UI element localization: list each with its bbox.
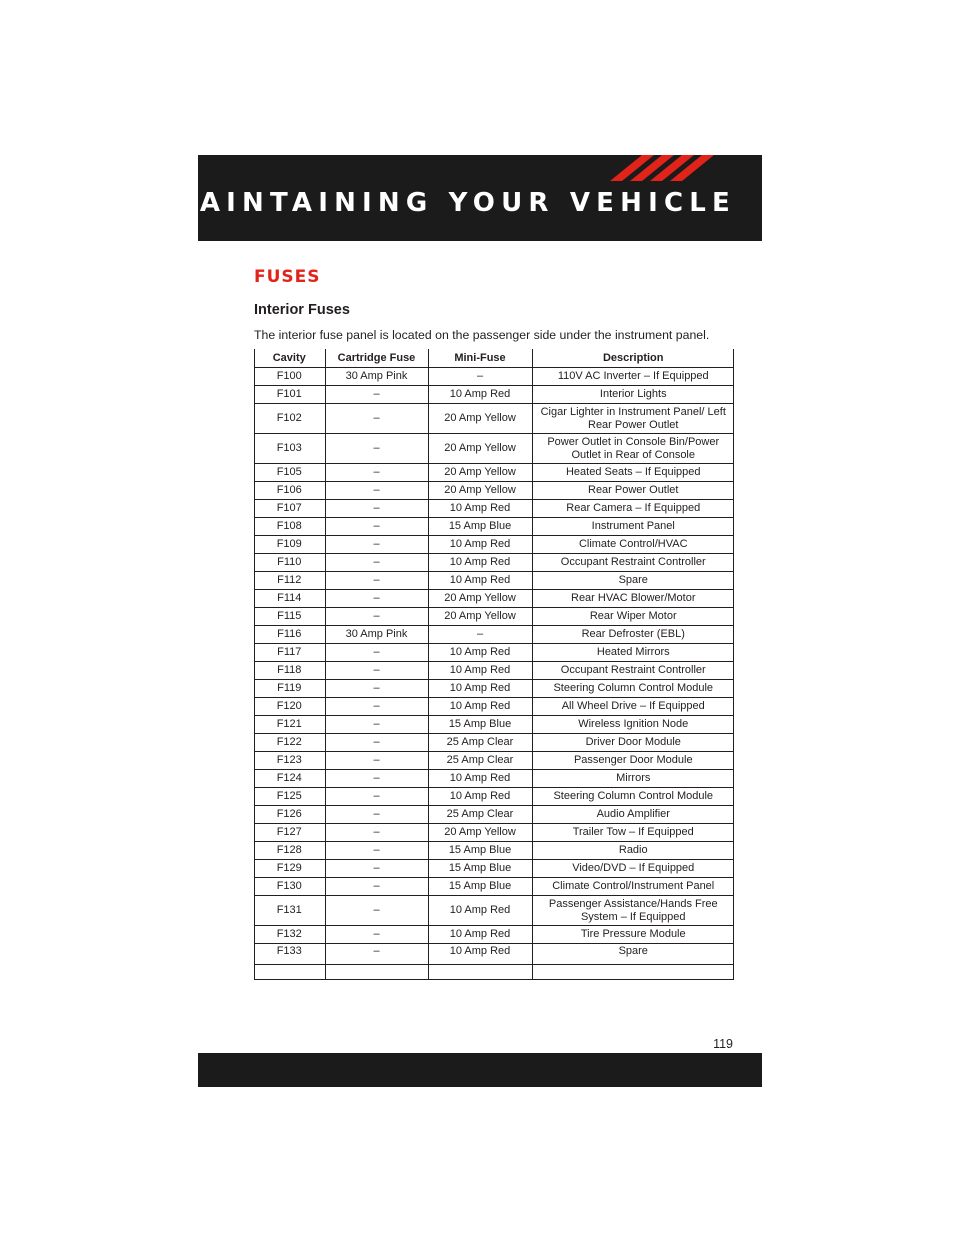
cell-mini-fuse: 10 Amp Red <box>428 500 532 518</box>
cell-description: Spare <box>532 944 734 965</box>
cell-mini-fuse: – <box>428 626 532 644</box>
cell-mini-fuse: 20 Amp Yellow <box>428 482 532 500</box>
cell-cavity: F124 <box>254 770 325 788</box>
cell-cavity: F103 <box>254 434 325 464</box>
column-header-cavity: Cavity <box>254 349 325 368</box>
cell-description: Driver Door Module <box>532 734 734 752</box>
cell-description: Power Outlet in Console Bin/Power Outlet in Rear of Console <box>532 434 734 464</box>
cell-mini-fuse: 20 Amp Yellow <box>428 464 532 482</box>
cell-cartridge-fuse: – <box>325 806 428 824</box>
cell-cartridge-fuse: – <box>325 752 428 770</box>
cell-cartridge-fuse: – <box>325 944 428 965</box>
cell-cartridge-fuse: – <box>325 698 428 716</box>
cell-description: Climate Control/HVAC <box>532 536 734 554</box>
table-row <box>254 368 734 386</box>
cell-mini-fuse: 25 Amp Clear <box>428 734 532 752</box>
cell-mini-fuse: 10 Amp Red <box>428 554 532 572</box>
cell-cavity: F130 <box>254 878 325 896</box>
table-header-row <box>254 349 734 368</box>
table-row <box>254 896 734 926</box>
table-row <box>254 572 734 590</box>
section-title: FUSES <box>254 267 321 287</box>
cell-description: Rear Wiper Motor <box>532 608 734 626</box>
cell-cartridge-fuse: – <box>325 572 428 590</box>
table-row <box>254 806 734 824</box>
table-row <box>254 482 734 500</box>
column-header-cartridge-fuse: Cartridge Fuse <box>325 349 428 368</box>
cell-cartridge-fuse: – <box>325 860 428 878</box>
empty-cell <box>254 965 325 980</box>
cell-description: Occupant Restraint Controller <box>532 554 734 572</box>
cell-mini-fuse: 20 Amp Yellow <box>428 404 532 434</box>
cell-cartridge-fuse: – <box>325 608 428 626</box>
cell-mini-fuse: 10 Amp Red <box>428 644 532 662</box>
cell-mini-fuse: 15 Amp Blue <box>428 878 532 896</box>
cell-cavity: F125 <box>254 788 325 806</box>
cell-description: Passenger Assistance/Hands Free System – If Equipped <box>532 896 734 926</box>
header-title: MAINTAINING YOUR VEHICLE <box>167 188 736 218</box>
cell-cavity: F133 <box>254 944 325 965</box>
cell-cartridge-fuse: – <box>325 386 428 404</box>
cell-mini-fuse: 25 Amp Clear <box>428 752 532 770</box>
cell-cavity: F110 <box>254 554 325 572</box>
table-row <box>254 878 734 896</box>
cell-description: Radio <box>532 842 734 860</box>
table-row <box>254 680 734 698</box>
cell-mini-fuse: 20 Amp Yellow <box>428 824 532 842</box>
cell-mini-fuse: – <box>428 368 532 386</box>
cell-mini-fuse: 15 Amp Blue <box>428 842 532 860</box>
cell-mini-fuse: 10 Amp Red <box>428 680 532 698</box>
cell-cavity: F119 <box>254 680 325 698</box>
cell-cartridge-fuse: – <box>325 734 428 752</box>
cell-cavity: F132 <box>254 926 325 944</box>
cell-cavity: F100 <box>254 368 325 386</box>
cell-cartridge-fuse: – <box>325 770 428 788</box>
cell-description: Rear Defroster (EBL) <box>532 626 734 644</box>
cell-cartridge-fuse: – <box>325 518 428 536</box>
cell-mini-fuse: 25 Amp Clear <box>428 806 532 824</box>
subsection-title: Interior Fuses <box>254 302 350 318</box>
column-header-description: Description <box>532 349 734 368</box>
cell-cartridge-fuse: – <box>325 716 428 734</box>
cell-description: Rear HVAC Blower/Motor <box>532 590 734 608</box>
cell-mini-fuse: 10 Amp Red <box>428 698 532 716</box>
cell-cavity: F128 <box>254 842 325 860</box>
cell-cartridge-fuse: – <box>325 842 428 860</box>
cell-cavity: F131 <box>254 896 325 926</box>
intro-paragraph: The interior fuse panel is located on the passenger side under the instrument panel. <box>254 328 710 342</box>
cell-description: Passenger Door Module <box>532 752 734 770</box>
table-row <box>254 716 734 734</box>
cell-cartridge-fuse: 30 Amp Pink <box>325 368 428 386</box>
table-row <box>254 842 734 860</box>
cell-cavity: F101 <box>254 386 325 404</box>
cell-description: Steering Column Control Module <box>532 788 734 806</box>
cell-cavity: F126 <box>254 806 325 824</box>
table-row <box>254 770 734 788</box>
table-row <box>254 860 734 878</box>
table-row <box>254 752 734 770</box>
cell-description: Rear Camera – If Equipped <box>532 500 734 518</box>
cell-cavity: F105 <box>254 464 325 482</box>
cell-mini-fuse: 20 Amp Yellow <box>428 590 532 608</box>
cell-mini-fuse: 10 Amp Red <box>428 896 532 926</box>
cell-mini-fuse: 10 Amp Red <box>428 788 532 806</box>
cell-description: Trailer Tow – If Equipped <box>532 824 734 842</box>
cell-cavity: F106 <box>254 482 325 500</box>
cell-mini-fuse: 10 Amp Red <box>428 662 532 680</box>
cell-cartridge-fuse: – <box>325 926 428 944</box>
cell-description: Heated Mirrors <box>532 644 734 662</box>
table-row <box>254 926 734 944</box>
cell-cavity: F108 <box>254 518 325 536</box>
cell-cavity: F117 <box>254 644 325 662</box>
cell-cavity: F121 <box>254 716 325 734</box>
cell-mini-fuse: 15 Amp Blue <box>428 860 532 878</box>
cell-mini-fuse: 10 Amp Red <box>428 944 532 965</box>
table-row <box>254 944 734 965</box>
cell-description: Steering Column Control Module <box>532 680 734 698</box>
cell-mini-fuse: 20 Amp Yellow <box>428 608 532 626</box>
cell-description: Tire Pressure Module <box>532 926 734 944</box>
cell-cartridge-fuse: – <box>325 554 428 572</box>
cell-description: Wireless Ignition Node <box>532 716 734 734</box>
cell-description: All Wheel Drive – If Equipped <box>532 698 734 716</box>
cell-cavity: F109 <box>254 536 325 554</box>
cell-description: Audio Amplifier <box>532 806 734 824</box>
column-header-mini-fuse: Mini-Fuse <box>428 349 532 368</box>
table-bottom-spacer <box>254 965 734 980</box>
cell-description: Cigar Lighter in Instrument Panel/ Left Rear Power Outlet <box>532 404 734 434</box>
interior-fuse-table <box>254 349 734 980</box>
cell-cartridge-fuse: – <box>325 482 428 500</box>
cell-cavity: F120 <box>254 698 325 716</box>
table-row <box>254 386 734 404</box>
footer-bar <box>198 1053 762 1087</box>
cell-cartridge-fuse: – <box>325 788 428 806</box>
table-row <box>254 626 734 644</box>
cell-mini-fuse: 15 Amp Blue <box>428 518 532 536</box>
cell-mini-fuse: 10 Amp Red <box>428 536 532 554</box>
cell-cavity: F115 <box>254 608 325 626</box>
empty-cell <box>325 965 428 980</box>
table-row <box>254 608 734 626</box>
cell-cartridge-fuse: – <box>325 680 428 698</box>
cell-cavity: F122 <box>254 734 325 752</box>
cell-description: Video/DVD – If Equipped <box>532 860 734 878</box>
cell-cavity: F102 <box>254 404 325 434</box>
cell-cartridge-fuse: – <box>325 500 428 518</box>
cell-cartridge-fuse: – <box>325 434 428 464</box>
cell-description: Climate Control/Instrument Panel <box>532 878 734 896</box>
page-number: 119 <box>713 1037 733 1051</box>
cell-cartridge-fuse: – <box>325 464 428 482</box>
table-row <box>254 404 734 434</box>
cell-mini-fuse: 10 Amp Red <box>428 386 532 404</box>
cell-cavity: F114 <box>254 590 325 608</box>
cell-cartridge-fuse: – <box>325 536 428 554</box>
cell-cavity: F127 <box>254 824 325 842</box>
cell-cartridge-fuse: – <box>325 878 428 896</box>
cell-mini-fuse: 15 Amp Blue <box>428 716 532 734</box>
table-row <box>254 518 734 536</box>
table-row <box>254 554 734 572</box>
cell-mini-fuse: 10 Amp Red <box>428 926 532 944</box>
cell-cavity: F123 <box>254 752 325 770</box>
cell-cartridge-fuse: – <box>325 644 428 662</box>
table-row <box>254 644 734 662</box>
table-row <box>254 500 734 518</box>
cell-description: Occupant Restraint Controller <box>532 662 734 680</box>
table-row <box>254 536 734 554</box>
cell-description: Spare <box>532 572 734 590</box>
cell-cartridge-fuse: – <box>325 662 428 680</box>
cell-cavity: F112 <box>254 572 325 590</box>
cell-cartridge-fuse: – <box>325 590 428 608</box>
cell-cartridge-fuse: – <box>325 824 428 842</box>
cell-cavity: F116 <box>254 626 325 644</box>
table-row <box>254 824 734 842</box>
cell-mini-fuse: 20 Amp Yellow <box>428 434 532 464</box>
cell-description: Heated Seats – If Equipped <box>532 464 734 482</box>
empty-cell <box>532 965 734 980</box>
cell-description: Mirrors <box>532 770 734 788</box>
table-row <box>254 434 734 464</box>
cell-description: Rear Power Outlet <box>532 482 734 500</box>
cell-cartridge-fuse: – <box>325 896 428 926</box>
cell-cavity: F118 <box>254 662 325 680</box>
table-body <box>254 368 734 980</box>
table-row <box>254 698 734 716</box>
empty-cell <box>428 965 532 980</box>
table-row <box>254 590 734 608</box>
cell-cartridge-fuse: – <box>325 404 428 434</box>
table-row <box>254 788 734 806</box>
cell-cavity: F129 <box>254 860 325 878</box>
table-row <box>254 734 734 752</box>
cell-description: Interior Lights <box>532 386 734 404</box>
cell-cavity: F107 <box>254 500 325 518</box>
cell-description: Instrument Panel <box>532 518 734 536</box>
table-row <box>254 662 734 680</box>
cell-mini-fuse: 10 Amp Red <box>428 770 532 788</box>
table-row <box>254 464 734 482</box>
cell-mini-fuse: 10 Amp Red <box>428 572 532 590</box>
cell-cartridge-fuse: 30 Amp Pink <box>325 626 428 644</box>
cell-description: 110V AC Inverter – If Equipped <box>532 368 734 386</box>
